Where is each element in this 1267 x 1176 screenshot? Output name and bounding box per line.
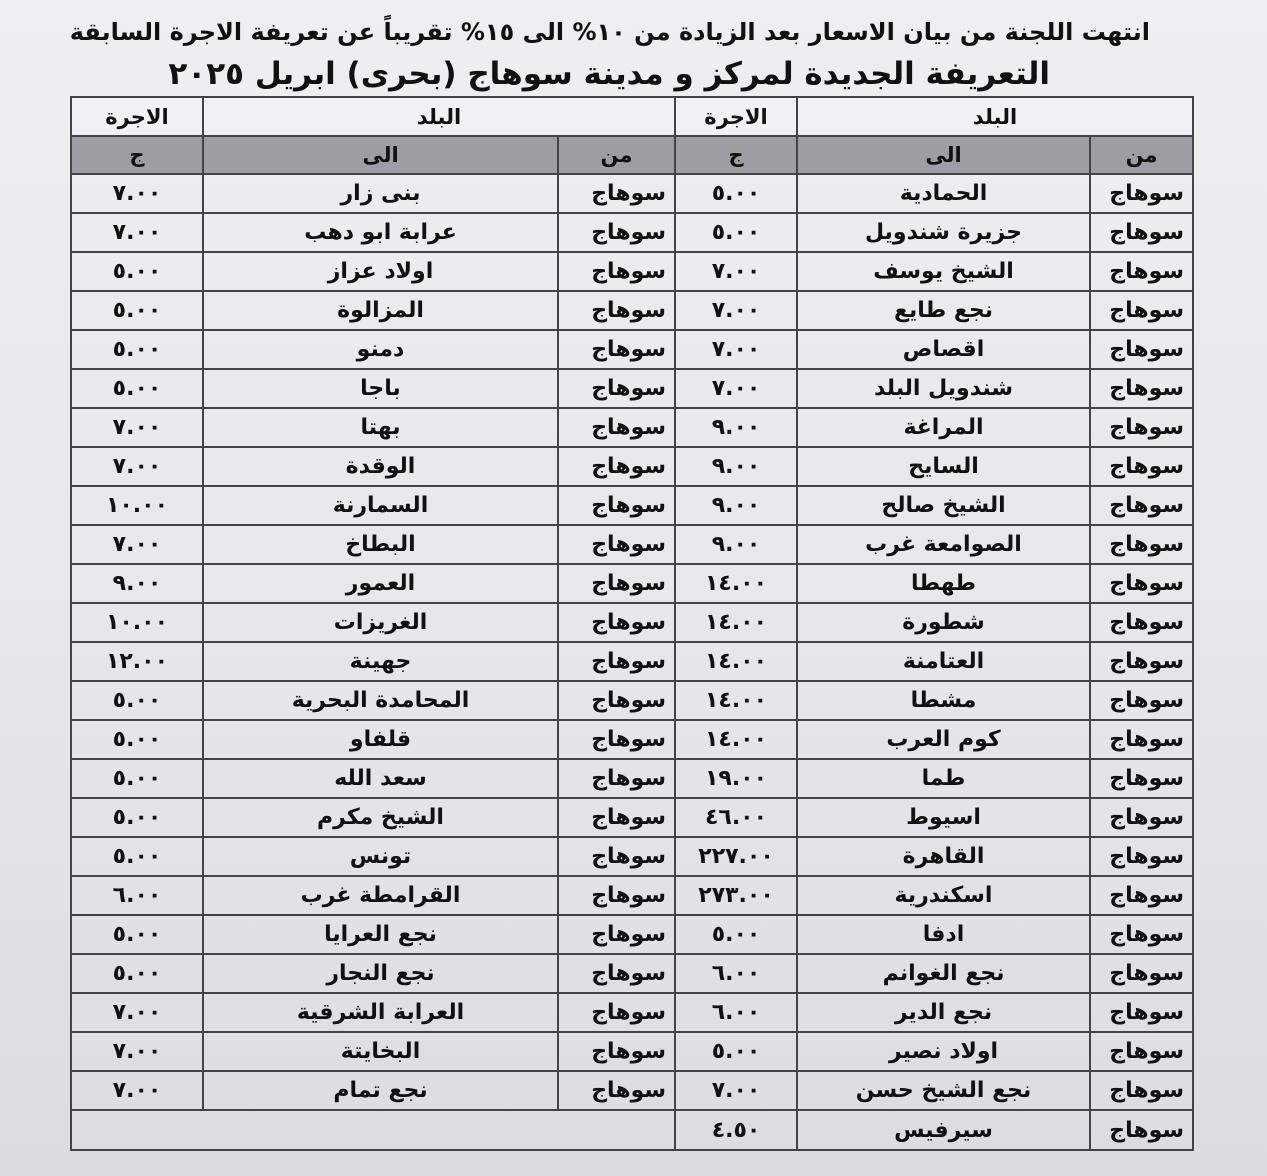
right-from-cell: سوهاج bbox=[1090, 837, 1193, 876]
table-row bbox=[71, 1071, 1193, 1110]
table-row bbox=[71, 525, 1193, 564]
right-from-cell: سوهاج bbox=[1090, 408, 1193, 447]
right-from-cell: سوهاج bbox=[1090, 876, 1193, 915]
right-to-cell: الشيخ يوسف bbox=[797, 252, 1090, 291]
table-row bbox=[71, 759, 1193, 798]
right-fare-cell: ٤.٥٠ bbox=[675, 1110, 797, 1150]
left-to-cell: السمارنة bbox=[203, 486, 558, 525]
table-row bbox=[71, 1110, 1193, 1150]
left-to-cell: البخايتة bbox=[203, 1032, 558, 1071]
right-fare-cell: ٥.٠٠ bbox=[675, 915, 797, 954]
right-from-cell: سوهاج bbox=[1090, 720, 1193, 759]
left-fare-cell: ٥.٠٠ bbox=[71, 330, 203, 369]
left-fare-cell: ٥.٠٠ bbox=[71, 369, 203, 408]
left-from-cell: سوهاج bbox=[558, 252, 675, 291]
left-from-cell: سوهاج bbox=[558, 720, 675, 759]
right-to-header: الى bbox=[797, 136, 1090, 174]
table-row bbox=[71, 291, 1193, 330]
right-to-cell: نجع الشيخ حسن bbox=[797, 1071, 1090, 1110]
right-to-cell: القاهرة bbox=[797, 837, 1090, 876]
left-to-cell: المحامدة البحرية bbox=[203, 681, 558, 720]
right-fare-cell: ١٤.٠٠ bbox=[675, 720, 797, 759]
left-to-cell: نجع النجار bbox=[203, 954, 558, 993]
table-row bbox=[71, 876, 1193, 915]
left-fare-cell: ٥.٠٠ bbox=[71, 954, 203, 993]
right-from-cell: سوهاج bbox=[1090, 369, 1193, 408]
left-to-cell: العمور bbox=[203, 564, 558, 603]
right-to-cell: السايح bbox=[797, 447, 1090, 486]
fare-table-body bbox=[71, 97, 1193, 1150]
left-fare-cell: ٥.٠٠ bbox=[71, 837, 203, 876]
left-fare-cell: ٥.٠٠ bbox=[71, 915, 203, 954]
left-from-cell: سوهاج bbox=[558, 369, 675, 408]
right-from-cell: سوهاج bbox=[1090, 681, 1193, 720]
left-fare-cell: ١٢.٠٠ bbox=[71, 642, 203, 681]
right-fare-cell: ١٤.٠٠ bbox=[675, 681, 797, 720]
left-fare-cell: ٥.٠٠ bbox=[71, 759, 203, 798]
left-from-cell: سوهاج bbox=[558, 447, 675, 486]
right-to-cell: نجع الغوانم bbox=[797, 954, 1090, 993]
left-fare-cell: ٧.٠٠ bbox=[71, 1032, 203, 1071]
table-row bbox=[71, 993, 1193, 1032]
left-fare-cell: ٧.٠٠ bbox=[71, 447, 203, 486]
left-to-cell: قلفاو bbox=[203, 720, 558, 759]
right-fare-cell: ٩.٠٠ bbox=[675, 525, 797, 564]
right-to-cell: شطورة bbox=[797, 603, 1090, 642]
group-header-row bbox=[71, 97, 1193, 136]
empty-cell bbox=[71, 1110, 675, 1150]
left-from-cell: سوهاج bbox=[558, 291, 675, 330]
left-fare-cell: ٧.٠٠ bbox=[71, 174, 203, 213]
right-from-header: من bbox=[1090, 136, 1193, 174]
left-town-group-header: البلد bbox=[203, 97, 675, 136]
page-title: التعريفة الجديدة لمركز و مدينة سوهاج (بحرى) ابريل ٢٠٢٥ bbox=[168, 56, 1050, 92]
table-row bbox=[71, 369, 1193, 408]
left-from-cell: سوهاج bbox=[558, 642, 675, 681]
left-from-cell: سوهاج bbox=[558, 798, 675, 837]
right-from-cell: سوهاج bbox=[1090, 642, 1193, 681]
left-from-cell: سوهاج bbox=[558, 759, 675, 798]
right-to-cell: اولاد نصير bbox=[797, 1032, 1090, 1071]
right-fare-cell: ٧.٠٠ bbox=[675, 252, 797, 291]
right-to-cell: نجع الدير bbox=[797, 993, 1090, 1032]
right-fare-cell: ٧.٠٠ bbox=[675, 1071, 797, 1110]
left-from-cell: سوهاج bbox=[558, 174, 675, 213]
left-from-cell: سوهاج bbox=[558, 876, 675, 915]
right-fare-cell: ٢٧٣.٠٠ bbox=[675, 876, 797, 915]
right-fare-cell: ٥.٠٠ bbox=[675, 174, 797, 213]
right-currency-header: ج bbox=[675, 136, 797, 174]
left-fare-cell: ٧.٠٠ bbox=[71, 525, 203, 564]
right-from-cell: سوهاج bbox=[1090, 1071, 1193, 1110]
left-from-header: من bbox=[558, 136, 675, 174]
right-to-cell: ادفا bbox=[797, 915, 1090, 954]
left-fare-cell: ٦.٠٠ bbox=[71, 876, 203, 915]
right-from-cell: سوهاج bbox=[1090, 759, 1193, 798]
left-from-cell: سوهاج bbox=[558, 993, 675, 1032]
left-fare-cell: ١٠.٠٠ bbox=[71, 603, 203, 642]
table-row bbox=[71, 252, 1193, 291]
right-from-cell: سوهاج bbox=[1090, 486, 1193, 525]
left-from-cell: سوهاج bbox=[558, 1071, 675, 1110]
table-row bbox=[71, 915, 1193, 954]
left-fare-cell: ١٠.٠٠ bbox=[71, 486, 203, 525]
left-to-cell: نجع العرايا bbox=[203, 915, 558, 954]
header-note: انتهت اللجنة من بيان الاسعار بعد الزيادة من ١٠% الى ١٥% تقريباً عن تعريفة الاجرة السابقة bbox=[69, 18, 1150, 46]
right-from-cell: سوهاج bbox=[1090, 252, 1193, 291]
left-from-cell: سوهاج bbox=[558, 408, 675, 447]
left-to-cell: الوقدة bbox=[203, 447, 558, 486]
right-fare-cell: ٧.٠٠ bbox=[675, 369, 797, 408]
right-to-cell: سيرفيس bbox=[797, 1110, 1090, 1150]
left-from-cell: سوهاج bbox=[558, 330, 675, 369]
left-from-cell: سوهاج bbox=[558, 213, 675, 252]
left-from-cell: سوهاج bbox=[558, 954, 675, 993]
table-row bbox=[71, 954, 1193, 993]
left-to-cell: جهينة bbox=[203, 642, 558, 681]
left-from-cell: سوهاج bbox=[558, 681, 675, 720]
right-fare-cell: ٥.٠٠ bbox=[675, 213, 797, 252]
left-to-cell: تونس bbox=[203, 837, 558, 876]
left-fare-cell: ٧.٠٠ bbox=[71, 1071, 203, 1110]
right-from-cell: سوهاج bbox=[1090, 213, 1193, 252]
left-to-cell: الشيخ مكرم bbox=[203, 798, 558, 837]
left-fare-cell: ٥.٠٠ bbox=[71, 252, 203, 291]
left-to-cell: باجا bbox=[203, 369, 558, 408]
left-to-cell: القرامطة غرب bbox=[203, 876, 558, 915]
right-fare-cell: ٦.٠٠ bbox=[675, 954, 797, 993]
left-fare-cell: ٧.٠٠ bbox=[71, 408, 203, 447]
left-fare-cell: ٥.٠٠ bbox=[71, 681, 203, 720]
left-to-cell: بنى زار bbox=[203, 174, 558, 213]
right-to-cell: طهطا bbox=[797, 564, 1090, 603]
left-to-cell: المزالوة bbox=[203, 291, 558, 330]
table-row bbox=[71, 603, 1193, 642]
left-to-cell: البطاخ bbox=[203, 525, 558, 564]
right-from-cell: سوهاج bbox=[1090, 174, 1193, 213]
right-to-cell: شندويل البلد bbox=[797, 369, 1090, 408]
table-row bbox=[71, 681, 1193, 720]
right-fare-cell: ٥.٠٠ bbox=[675, 1032, 797, 1071]
right-fare-cell: ٩.٠٠ bbox=[675, 447, 797, 486]
right-from-cell: سوهاج bbox=[1090, 1032, 1193, 1071]
left-to-cell: سعد الله bbox=[203, 759, 558, 798]
left-fare-cell: ٧.٠٠ bbox=[71, 213, 203, 252]
table-row bbox=[71, 486, 1193, 525]
right-to-cell: اسيوط bbox=[797, 798, 1090, 837]
right-from-cell: سوهاج bbox=[1090, 603, 1193, 642]
left-fare-cell: ٩.٠٠ bbox=[71, 564, 203, 603]
left-from-cell: سوهاج bbox=[558, 915, 675, 954]
left-from-cell: سوهاج bbox=[558, 603, 675, 642]
left-fare-group-header: الاجرة bbox=[71, 97, 203, 136]
right-fare-cell: ١٤.٠٠ bbox=[675, 564, 797, 603]
right-town-group-header: البلد bbox=[797, 97, 1193, 136]
right-to-cell: الصوامعة غرب bbox=[797, 525, 1090, 564]
left-fare-cell: ٧.٠٠ bbox=[71, 993, 203, 1032]
column-header-row bbox=[71, 136, 1193, 174]
right-to-cell: اسكندرية bbox=[797, 876, 1090, 915]
right-fare-cell: ٩.٠٠ bbox=[675, 486, 797, 525]
right-fare-cell: ٢٢٧.٠٠ bbox=[675, 837, 797, 876]
right-from-cell: سوهاج bbox=[1090, 993, 1193, 1032]
right-from-cell: سوهاج bbox=[1090, 1110, 1193, 1150]
right-to-cell: العتامنة bbox=[797, 642, 1090, 681]
table-row bbox=[71, 330, 1193, 369]
table-row bbox=[71, 564, 1193, 603]
table-row bbox=[71, 447, 1193, 486]
right-from-cell: سوهاج bbox=[1090, 447, 1193, 486]
right-from-cell: سوهاج bbox=[1090, 291, 1193, 330]
left-to-cell: اولاد عزاز bbox=[203, 252, 558, 291]
right-to-cell: الشيخ صالح bbox=[797, 486, 1090, 525]
left-fare-cell: ٥.٠٠ bbox=[71, 720, 203, 759]
left-from-cell: سوهاج bbox=[558, 486, 675, 525]
right-fare-cell: ٧.٠٠ bbox=[675, 291, 797, 330]
right-from-cell: سوهاج bbox=[1090, 525, 1193, 564]
table-row bbox=[71, 408, 1193, 447]
right-from-cell: سوهاج bbox=[1090, 915, 1193, 954]
right-to-cell: الحمادية bbox=[797, 174, 1090, 213]
right-fare-cell: ٦.٠٠ bbox=[675, 993, 797, 1032]
right-from-cell: سوهاج bbox=[1090, 798, 1193, 837]
left-to-cell: بهتا bbox=[203, 408, 558, 447]
right-fare-cell: ١٤.٠٠ bbox=[675, 642, 797, 681]
right-fare-cell: ٤٦.٠٠ bbox=[675, 798, 797, 837]
left-to-cell: نجع تمام bbox=[203, 1071, 558, 1110]
right-to-cell: نجع طايع bbox=[797, 291, 1090, 330]
left-from-cell: سوهاج bbox=[558, 525, 675, 564]
left-fare-cell: ٥.٠٠ bbox=[71, 798, 203, 837]
right-to-cell: طما bbox=[797, 759, 1090, 798]
table-row bbox=[71, 174, 1193, 213]
left-to-cell: العرابة الشرقية bbox=[203, 993, 558, 1032]
table-row bbox=[71, 1032, 1193, 1071]
left-to-header: الى bbox=[203, 136, 558, 174]
right-from-cell: سوهاج bbox=[1090, 954, 1193, 993]
left-currency-header: ج bbox=[71, 136, 203, 174]
right-to-cell: جزيرة شندويل bbox=[797, 213, 1090, 252]
right-to-cell: مشطا bbox=[797, 681, 1090, 720]
table-row bbox=[71, 642, 1193, 681]
right-to-cell: اقصاص bbox=[797, 330, 1090, 369]
table-row bbox=[71, 798, 1193, 837]
left-fare-cell: ٥.٠٠ bbox=[71, 291, 203, 330]
left-from-cell: سوهاج bbox=[558, 1032, 675, 1071]
right-fare-cell: ٧.٠٠ bbox=[675, 330, 797, 369]
left-to-cell: دمنو bbox=[203, 330, 558, 369]
fare-table bbox=[70, 96, 1194, 1151]
left-from-cell: سوهاج bbox=[558, 837, 675, 876]
table-row bbox=[71, 837, 1193, 876]
left-from-cell: سوهاج bbox=[558, 564, 675, 603]
table-row bbox=[71, 213, 1193, 252]
right-fare-cell: ٩.٠٠ bbox=[675, 408, 797, 447]
right-fare-group-header: الاجرة bbox=[675, 97, 797, 136]
right-from-cell: سوهاج bbox=[1090, 564, 1193, 603]
right-from-cell: سوهاج bbox=[1090, 330, 1193, 369]
table-row bbox=[71, 720, 1193, 759]
left-to-cell: الغريزات bbox=[203, 603, 558, 642]
right-fare-cell: ١٩.٠٠ bbox=[675, 759, 797, 798]
right-to-cell: المراغة bbox=[797, 408, 1090, 447]
right-fare-cell: ١٤.٠٠ bbox=[675, 603, 797, 642]
right-to-cell: كوم العرب bbox=[797, 720, 1090, 759]
left-to-cell: عرابة ابو دهب bbox=[203, 213, 558, 252]
